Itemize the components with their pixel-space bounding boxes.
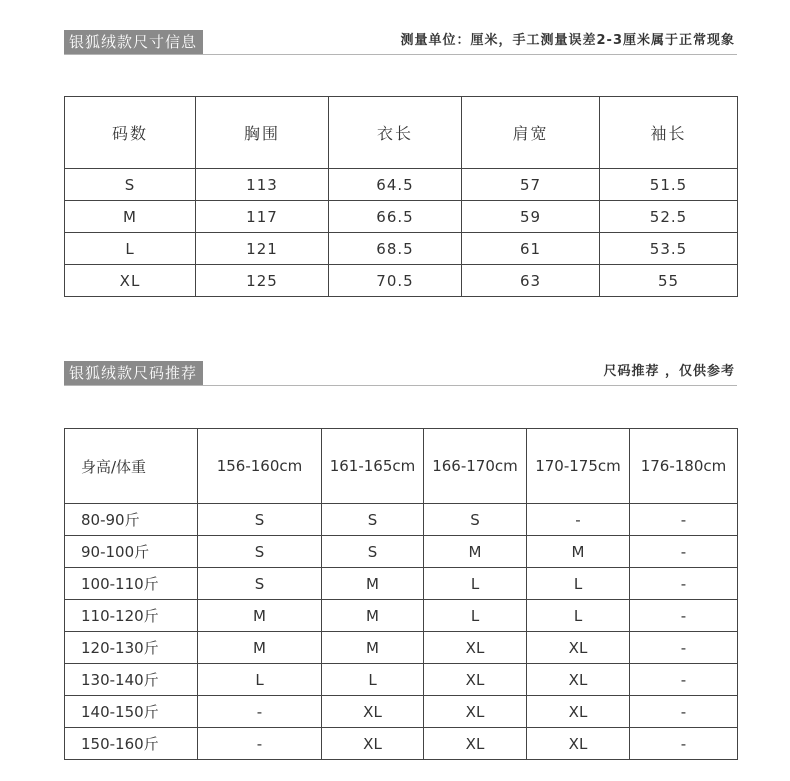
table-cell: M: [527, 536, 630, 568]
table-cell: -: [630, 600, 738, 632]
table-cell: 51.5: [600, 169, 738, 201]
table-cell: S: [198, 536, 322, 568]
table-cell: -: [630, 728, 738, 760]
table-cell: L: [65, 233, 196, 265]
table-cell: -: [630, 664, 738, 696]
table-row: [65, 201, 738, 233]
table-cell: XL: [322, 696, 424, 728]
table-cell: -: [527, 504, 630, 536]
table-cell: 66.5: [329, 201, 462, 233]
measurement-note: 测量单位：厘米，手工测量误差2-3厘米属于正常现象: [400, 33, 735, 48]
header-cell: 156-160cm: [198, 429, 322, 504]
table-row: [65, 600, 738, 632]
recommend-note: 尺码推荐 ，仅供参考: [603, 364, 735, 379]
table-cell: 113: [196, 169, 329, 201]
table-cell: 64.5: [329, 169, 462, 201]
table-cell: M: [322, 632, 424, 664]
table-cell: 57: [462, 169, 600, 201]
table-cell: S: [322, 504, 424, 536]
table-cell: -: [630, 568, 738, 600]
table-cell: 150-160斤: [65, 728, 198, 760]
table-row: [65, 536, 738, 568]
table-cell: 61: [462, 233, 600, 265]
size-info-header-row: [65, 97, 738, 169]
table-cell: L: [527, 600, 630, 632]
table-cell: XL: [424, 696, 527, 728]
table-cell: M: [322, 568, 424, 600]
table-cell: 63: [462, 265, 600, 297]
table-row: [65, 169, 738, 201]
header-cell: 166-170cm: [424, 429, 527, 504]
table-cell: S: [198, 504, 322, 536]
header-cell: 衣长: [329, 97, 462, 169]
table-cell: -: [198, 696, 322, 728]
table-cell: XL: [527, 632, 630, 664]
table-cell: XL: [527, 664, 630, 696]
header-cell: 袖长: [600, 97, 738, 169]
size-recommend-table: [64, 428, 738, 760]
header-cell: 胸围: [196, 97, 329, 169]
table-cell: M: [322, 600, 424, 632]
table-cell: 125: [196, 265, 329, 297]
table-cell: 117: [196, 201, 329, 233]
table-row: [65, 632, 738, 664]
table-cell: 121: [196, 233, 329, 265]
header-cell: 170-175cm: [527, 429, 630, 504]
table-cell: XL: [527, 696, 630, 728]
table-cell: L: [198, 664, 322, 696]
table-cell: M: [198, 632, 322, 664]
table-cell: XL: [65, 265, 196, 297]
header-cell: 161-165cm: [322, 429, 424, 504]
size-info-header: [64, 30, 737, 55]
table-cell: -: [630, 536, 738, 568]
table-cell: -: [630, 504, 738, 536]
table-row: [65, 504, 738, 536]
table-cell: 52.5: [600, 201, 738, 233]
table-cell: M: [424, 536, 527, 568]
table-cell: XL: [527, 728, 630, 760]
table-cell: S: [65, 169, 196, 201]
table-cell: 68.5: [329, 233, 462, 265]
table-cell: XL: [322, 728, 424, 760]
table-cell: 59: [462, 201, 600, 233]
header-cell: 码数: [65, 97, 196, 169]
table-cell: S: [198, 568, 322, 600]
size-recommend-header-row: [65, 429, 738, 504]
table-cell: 100-110斤: [65, 568, 198, 600]
table-cell: XL: [424, 632, 527, 664]
table-cell: S: [424, 504, 527, 536]
size-info-title: 银狐绒款尺寸信息: [64, 30, 203, 54]
header-cell: 身高/体重: [65, 429, 198, 504]
table-row: [65, 728, 738, 760]
table-row: [65, 664, 738, 696]
table-cell: 120-130斤: [65, 632, 198, 664]
table-row: [65, 696, 738, 728]
size-recommend-title: 银狐绒款尺码推荐: [64, 361, 203, 385]
table-cell: L: [424, 600, 527, 632]
header-cell: 176-180cm: [630, 429, 738, 504]
table-cell: 110-120斤: [65, 600, 198, 632]
table-cell: 53.5: [600, 233, 738, 265]
size-recommend-header: [64, 361, 737, 386]
table-cell: M: [198, 600, 322, 632]
table-cell: 55: [600, 265, 738, 297]
header-cell: 肩宽: [462, 97, 600, 169]
table-cell: -: [630, 632, 738, 664]
table-row: [65, 568, 738, 600]
table-cell: -: [630, 696, 738, 728]
table-row: [65, 265, 738, 297]
table-cell: 90-100斤: [65, 536, 198, 568]
table-cell: XL: [424, 728, 527, 760]
table-cell: 140-150斤: [65, 696, 198, 728]
table-cell: M: [65, 201, 196, 233]
table-cell: L: [527, 568, 630, 600]
table-cell: XL: [424, 664, 527, 696]
table-cell: 70.5: [329, 265, 462, 297]
table-cell: 80-90斤: [65, 504, 198, 536]
size-info-table: [64, 96, 738, 297]
table-cell: L: [424, 568, 527, 600]
table-cell: -: [198, 728, 322, 760]
table-cell: L: [322, 664, 424, 696]
table-cell: 130-140斤: [65, 664, 198, 696]
table-row: [65, 233, 738, 265]
table-cell: S: [322, 536, 424, 568]
